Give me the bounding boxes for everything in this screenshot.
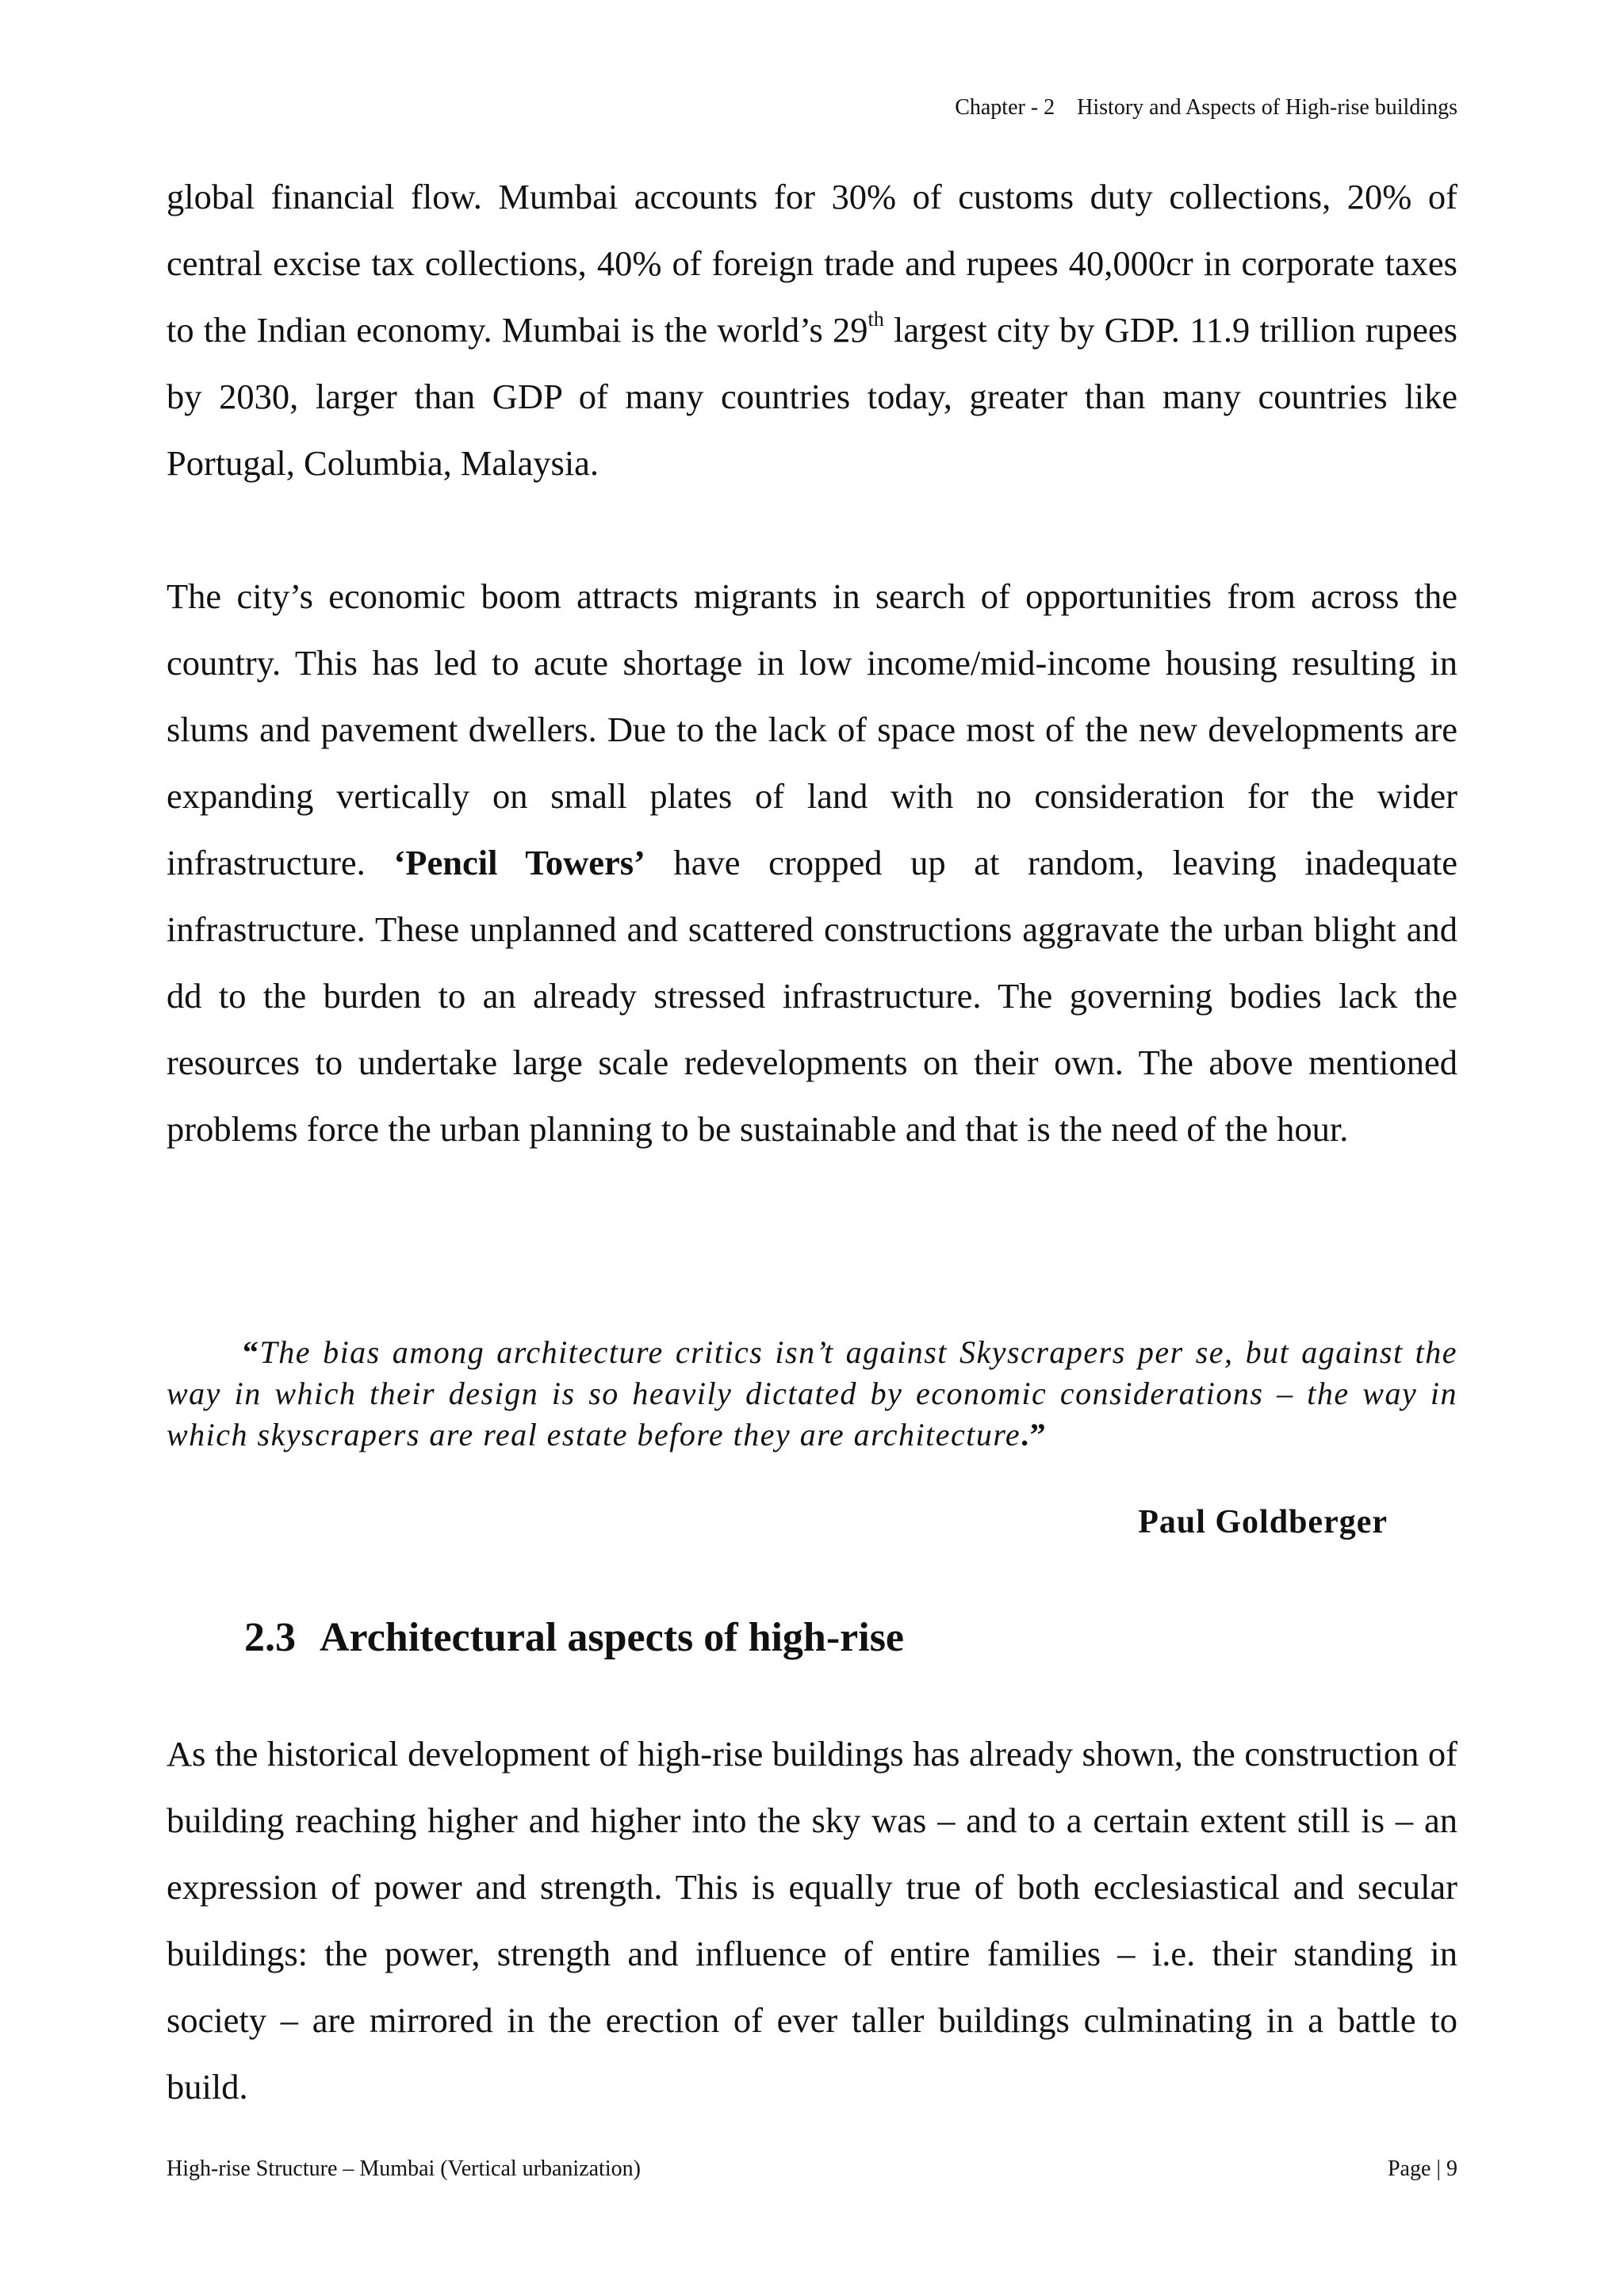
quote-text: The bias among architecture critics isn’t against Skyscrapers per se, but against the way in which their design is so heavily dictated by economic considerations – the way in which skyscrapers are real estate before they are architecture bbox=[167, 1334, 1457, 1452]
paragraph-migration bbox=[167, 563, 1457, 1162]
quote-close-mark: .” bbox=[1021, 1417, 1048, 1452]
header-title: History and Aspects of High-rise buildings bbox=[1077, 95, 1457, 120]
paragraph-migration-text-2: have cropped up at random, leaving inadequate infrastructure. These unplanned and scattered constructions aggravate the urban blight and dd to the burden to an already stressed infrastructure. The governing bodies lack the resources to undertake large scale redevelopments on their own. The above mentioned problems force the urban planning to be sustainable and that is the need of the hour. bbox=[167, 843, 1457, 1149]
paragraph-economy-text-1: global financial flow. Mumbai accounts for 30% of customs duty collections, 20% of central excise tax collections, 40% of foreign trade and rupees 40,000cr in corporate taxes to the Indian economy. Mumbai is the world’s 29 bbox=[167, 177, 1457, 350]
paragraph-architectural-aspects: As the historical development of high-rise buildings has already shown, the construction of building reaching higher and higher into the sky was – and to a certain extent still is – an expression of power and strength. This is equally true of both ecclesiastical and secular buildings: the power, strength and influence of entire families – i.e. their standing in society – are mirrored in the erection of ever taller buildings culminating in a battle to build. bbox=[167, 1734, 1457, 2107]
block-quote bbox=[167, 1332, 1457, 1456]
section-heading bbox=[244, 1614, 904, 1661]
section-number: 2.3 bbox=[244, 1615, 296, 1660]
quote-attribution: Paul Goldberger bbox=[1138, 1504, 1388, 1540]
footer-document-title: High-rise Structure – Mumbai (Vertical urbanization) bbox=[167, 2156, 641, 2181]
paragraph-economy-text-2: largest city by GDP. 11.9 trillion rupees by 2030, larger than GDP of many countries today, greater than many countries like Portugal, Columbia, Malaysia. bbox=[167, 310, 1457, 483]
pencil-towers-term: ‘Pencil Towers’ bbox=[393, 843, 645, 882]
paragraph-economy bbox=[167, 163, 1457, 496]
superscript-ordinal: th bbox=[868, 308, 884, 331]
quote-open-mark: “ bbox=[243, 1334, 260, 1370]
header-chapter: Chapter - 2 bbox=[955, 95, 1055, 120]
running-header bbox=[955, 95, 1457, 121]
footer-page-number: Page | 9 bbox=[1387, 2156, 1457, 2181]
section-title: Architectural aspects of high-rise bbox=[320, 1615, 905, 1660]
paragraph-migration-text-1: The city’s economic boom attracts migrants in search of opportunities from across the country. This has led to acute shortage in low income/mid-income housing resulting in slums and pavement dwellers. Due to the lack of space most of the new developments are expanding vertically on small plates of land with no consideration for the wider infrastructure. bbox=[167, 576, 1457, 882]
